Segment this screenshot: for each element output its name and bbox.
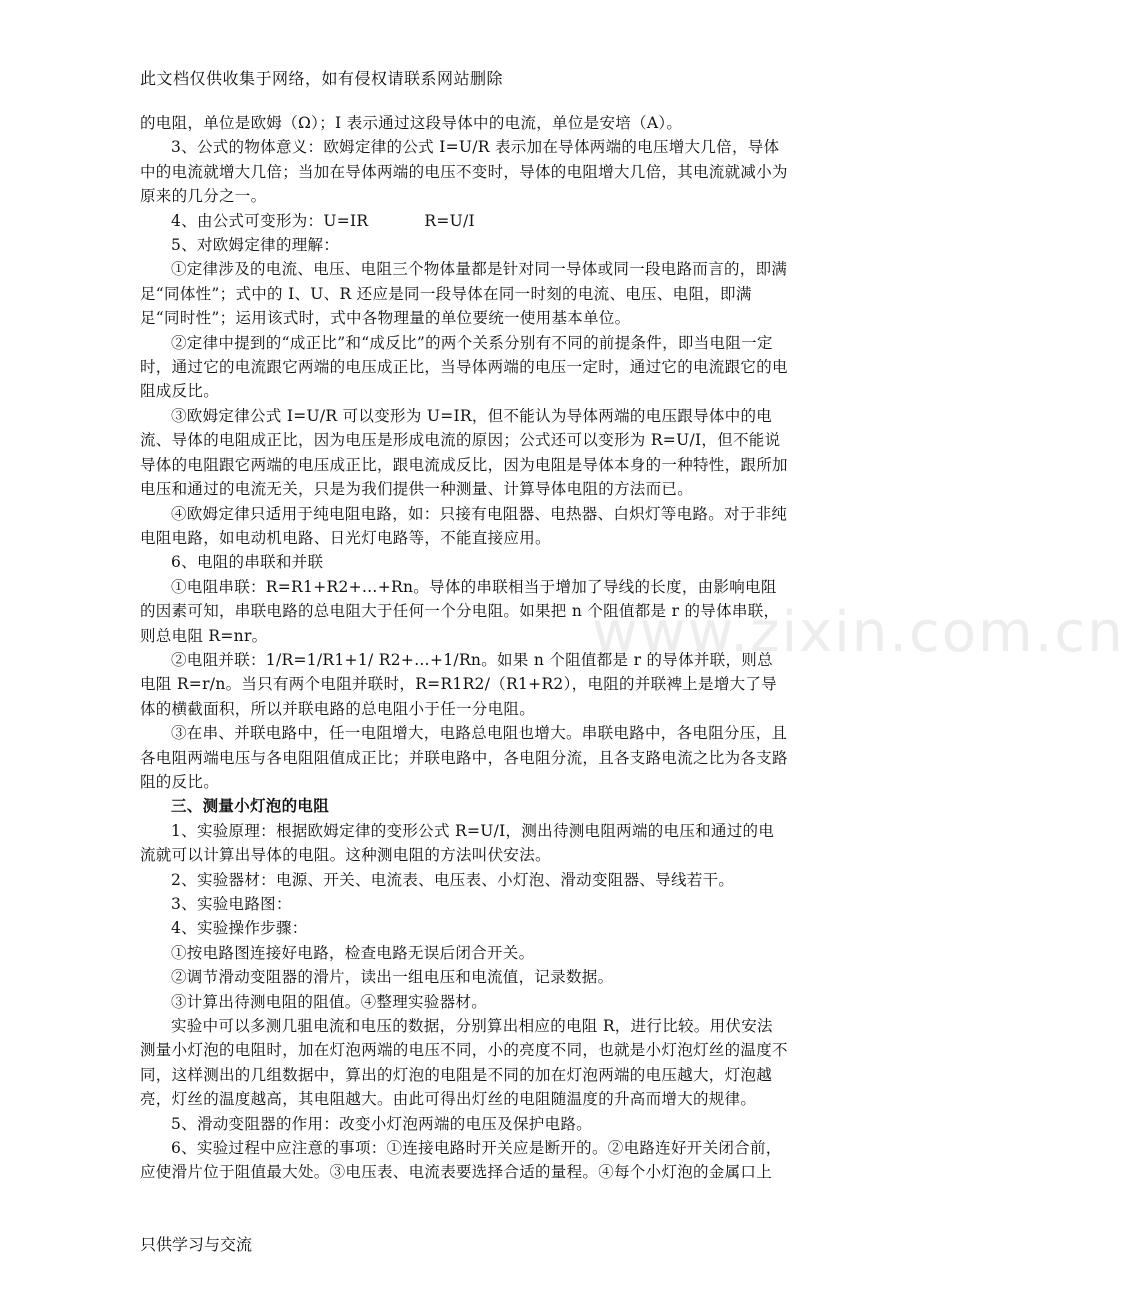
paragraph: ③在串、并联电路中，任一电阻增大，电路总电阻也增大。串联电路中，各电阻分压，且各电阻两端电压与各电阻阻值成正比；并联电路中，各电阻分流，且各支路电流之比为各支路阻的反比。 — [140, 724, 788, 791]
paragraph: ④欧姆定律只适用于纯电阻电路，如：只接有电阻器、电热器、白炽灯等电路。对于非纯电阻电路，如电动机电路、日光灯电路等，不能直接应用。 — [140, 504, 788, 547]
formula-line — [140, 209, 788, 233]
page-footer: 只供学习与交流 — [140, 1235, 253, 1254]
paragraph: ③计算出待测电阻的阻值。④整理实验器材。 — [171, 992, 488, 1011]
paragraph: ③欧姆定律公式 I=U/R 可以变形为 U=IR，但不能认为导体两端的电压跟导体中的电流、导体的电阻成正比，因为电压是形成电流的原因；公式还可以变形为 R=U/I，但不能说导体的电阻跟它两端的电压成正比，跟电流成反比，因为电阻是导体本身的一种特性，跟所加电压和通过的电流无关，只是为我们提供一种测量、计算导体电阻的方法而已。 — [140, 406, 788, 499]
paragraph: 4、实验操作步骤： — [171, 919, 308, 938]
paragraph: ①电阻串联：R=R1+R2+…+Rn。导体的串联相当于增加了导线的长度，由影响电阻的因素可知，串联电路的总电阻大于任何一个分电阻。如果把 n 个阻值都是 r 的导体串联，则总电阻 R=nr。 — [140, 577, 780, 645]
paragraph: 5、滑动变阻器的作用：改变小灯泡两端的电压及保护电路。 — [171, 1114, 592, 1133]
paragraph: 的电阻，单位是欧姆（Ω）；I 表示通过这段导体中的电流，单位是安培（A）。 — [140, 114, 683, 132]
paragraph: 2、实验器材：电源、开关、电流表、电压表、小灯泡、滑动变阻器、导线若干。 — [171, 870, 735, 889]
paragraph: 1、实验原理：根据欧姆定律的变形公式 R=U/I，测出待测电阻两端的电压和通过的电流就可以计算出导体的电阻。这种测电阻的方法叫伏安法。 — [140, 821, 775, 865]
paragraph: ②电阻并联：1/R=1/R1+1/ R2+…+1/Rn。如果 n 个阻值都是 r 的导体并联，则总电阻 R=r/n。当只有两个电阻并联时，R=R1R2/（R1+R2），电阻的并联裨上是增大了导体的横截面积，所以并联电路的总电阻小于任一分电阻。 — [140, 650, 778, 718]
paragraph: ②定律中提到的“成正比”和“成反比”的两个关系分别有不同的前提条件，即当电阻一定时，通过它的电流跟它两端的电压成正比，当导体两端的电压一定时，通过它的电流跟它的电阻成反比。 — [140, 333, 788, 401]
formula-second: R=U/I — [424, 211, 475, 230]
paragraph: 实验中可以多测几驵电流和电压的数据，分别算出相应的电阻 R，进行比较。用伏安法测量小灯泡的电阻时，加在灯泡两端的电压不同，小的亮度不同，也就是小灯泡灯丝的温度不同，这样测出的几组数据中，算出的灯泡的电阻是不同的加在灯泡两端的电压越大，灯泡越亮，灯丝的温度越高，其电阻越大。由此可得出灯丝的电阻随温度的升高而增大的规律。 — [140, 1017, 788, 1109]
paragraph: 5、对欧姆定律的理解： — [171, 236, 340, 255]
paragraph: 3、实验电路图： — [171, 895, 292, 913]
paragraph: ①按电路图连接好电路，检查电路无误后闭合开关。 — [171, 943, 535, 962]
page-header: 此文档仅供收集于网络，如有侵权请联系网站删除 — [140, 69, 504, 88]
paragraph: ②调节滑动变阻器的滑片，读出一组电压和电流值，记录数据。 — [171, 968, 614, 987]
paragraph: 6、电阻的串联和并联 — [171, 553, 324, 572]
section-heading: 三、测量小灯泡的电阻 — [171, 796, 330, 816]
document-body — [140, 111, 788, 1185]
paragraph: 3、公式的物体意义：欧姆定律的公式 I=U/R 表示加在导体两端的电压增大几倍，导体中的电流就增大几倍；当加在导体两端的电压不变时，导体的电阻增大几倍，其电流就减小为原来的几分之一。 — [140, 138, 788, 206]
formula-label: 4、由公式可变形为：U=IR — [171, 211, 369, 230]
watermark: www.zixin.com.cn — [592, 600, 1125, 665]
paragraph: 6、实验过程中应注意的事项：①连接电路时开关应是断开的。②电路连好开关闭合前，应使滑片位于阻值最大处。③电压表、电流表要选择合适的量程。④每个小灯泡的金属口上 — [140, 1139, 782, 1182]
paragraph: ①定律涉及的电流、电压、电阻三个物体量都是针对同一导体或同一段电路而言的，即满足“同体性”；式中的 I、U、R 还应是同一段导体在同一时刻的电流、电压、电阻，即满足“同时性”；运用该式时，式中各物理量的单位要统一使用基本单位。 — [140, 260, 788, 328]
